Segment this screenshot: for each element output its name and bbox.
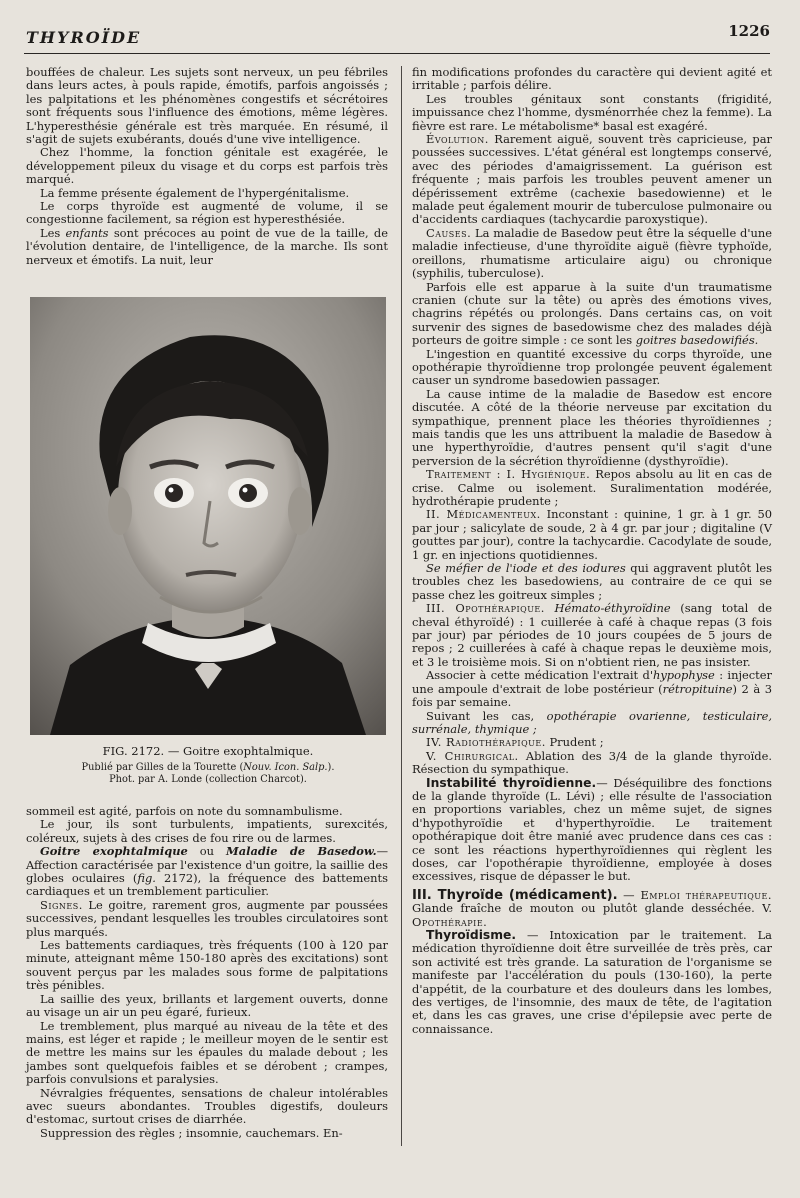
paragraph: Névralgies fréquentes, sensations de chaleur intolérables avec sueurs abondantes. Troubles digestifs, douleurs d'estomac, surtout crises de diarrhée.: [26, 1085, 388, 1127]
instabilite-entry: [412, 777, 772, 884]
italic-text: Hémato-éthyroïdine: [544, 601, 671, 616]
entry-heading: Goitre exophtalmique: [40, 844, 188, 859]
photo-illustration: [30, 297, 386, 735]
italic-text: Se méfier de l'iode et des iodures: [426, 561, 626, 576]
text: — Intoxication par le traitement. La médication thyroïdienne doit être surveillée de très près, car son activité est très grande. La saturation de l'organisme se manifeste par l'accélération du pouls (130-160), la perte d'appétit, de la courbature et des douleurs dans les lombes, des vertiges, de l'insomnie, des maux de tête, de l'agitation et, dans les cas graves, une crise d'épilepsie avec perte de connaissance.: [412, 928, 772, 1036]
section-label: III. Opothérapique.: [426, 601, 545, 616]
paragraph: La cause intime de la maladie de Basedow est encore discutée. A côté de la théorie nerveuse par excitation du sympathique, prennent place les théories thyroïdiennes ; mais tandis que les uns attribuent la maladie de Basedow à une hyperthyroïdie, d'autres pensent qu'il s'agit d'une perversion de la sécrétion thyroïdienne (dysthyroïdie).: [412, 386, 772, 468]
goitre-entry: [26, 845, 388, 899]
italic-text: fig.: [137, 871, 156, 886]
section-label: II. Médicamenteux.: [426, 507, 541, 522]
paragraph: Suppression des règles ; insomnie, cauchemars. En-: [40, 1125, 343, 1140]
page-number: 1226: [728, 22, 770, 40]
left-column-bottom: [26, 805, 388, 1140]
text: Ablation des 3/4 de la glande thyroïde. Résection du sympathique.: [412, 748, 772, 777]
text: Glande fraîche de mouton ou plutôt glande desséchée. V.: [412, 901, 772, 916]
italic-text: hypophyse: [652, 668, 715, 683]
text: qui aggravent plutôt les troubles chez les basedowiens, au contraire de ce qui se passe chez les goitreux simples ;: [412, 561, 772, 602]
credit-text: ).: [327, 762, 335, 773]
credit-photographer: Phot. par A. Londe (collection Charcot).: [109, 774, 307, 785]
section-label: — Emploi thérapeutique.: [617, 887, 772, 902]
thyroide-entry: [412, 889, 772, 929]
paragraph: La saillie des yeux, brillants et largement ouverts, donne au visage un air un peu égaré, furieux.: [26, 991, 388, 1020]
credit-source: Nouv. Icon. Salp.: [243, 762, 328, 773]
paragraph: [412, 508, 772, 562]
text: Le goitre, rarement gros, augmente par poussées successives, pendant lesquelles les troubles circulatoires sont plus marqués.: [26, 897, 388, 939]
italic-text: goitres basedowifiés.: [635, 333, 759, 348]
text: Prudent ;: [545, 735, 604, 750]
paragraph: [26, 227, 388, 267]
figure-title-line: [30, 744, 386, 758]
cross-reference: Opothérapie.: [412, 914, 488, 929]
text: Inconstant : quinine, 1 gr. à 1 gr. 50 par jour ; salicylate de soude, 2 à 4 gr. par jour ; digitaline (V gouttes par jour), contre la tachycardie. Cacodylate de soude, 1 gr. en injections quotidiennes.: [412, 507, 772, 562]
entry-heading: Thyroïdisme.: [426, 928, 517, 942]
text: ou: [187, 844, 227, 859]
header-rule: [24, 53, 770, 54]
paragraph: Le tremblement, plus marqué au niveau de la tête et des mains, est léger et rapide ; le meilleur moyen de le sentir est de mettre les mains sur les épaules du malade debout ; les jambes sont quelquefois faibles et se dérobent ; crampes, parfois convulsions et paralysies.: [26, 1018, 388, 1087]
paragraph: [412, 736, 772, 749]
italic-text: rétropituine: [662, 681, 733, 696]
text: Associer à cette médication l'extrait d': [426, 668, 653, 683]
paragraph: Le corps thyroïde est augmenté de volume, il se congestionne facilement, sa région est hyperesthésiée.: [26, 199, 388, 227]
paragraph: Le jour, ils sont turbulents, impatients, surexcités, coléreux, sujets à des crises de fou rire ou de larmes.: [26, 817, 388, 845]
paragraph: fin modifications profondes du caractère qui devient agité et irritable ; parfois délire.: [412, 65, 772, 93]
entry-heading: Instabilité thyroïdienne.: [426, 775, 597, 790]
paragraph: [412, 710, 772, 737]
text: Suivant les cas,: [426, 708, 547, 723]
paragraph: L'ingestion en quantité excessive du corps thyroïde, une opothérapie thyroïdienne trop prolongée peuvent également causer un syndrome basedowien passager.: [412, 346, 772, 388]
paragraph: Les troubles génitaux sont constants (frigidité, impuissance chez l'homme, dysménorrhée chez la femme). La fièvre est rare. Le métabolisme* basal est exagéré.: [412, 91, 772, 133]
section-label: V. Chirurgical.: [426, 748, 519, 763]
section-label: Signes.: [40, 897, 83, 912]
paragraph: [412, 227, 772, 281]
text: 2172), la fréquence des battements cardiaques et un tremblement particulier.: [26, 871, 388, 899]
text: (sang total de cheval éthyroïdé) : 1 cuillerée à café à chaque repas (3 fois par jour) par périodes de 10 jours coupées de 5 jours de repos ; 2 cuillerées à café à chaque repas le deuxième mois, et 3 le troisième mois. Si on n'obtient rien, ne pas insister.: [412, 601, 772, 669]
paragraph: [412, 468, 772, 508]
entry-heading: Maladie de Basedow.: [226, 844, 377, 859]
text: — Affection caractérisée par l'existence d'un goitre, la saillie des globes oculaires (: [26, 844, 388, 886]
paragraph: sommeil est agité, parfois on note du somnambulisme.: [26, 804, 343, 818]
text: : injecter une ampoule d'extrait de lobe postérieur (: [412, 668, 772, 696]
text: Rarement aiguë, souvent très capricieuse, par poussées successives. L'état général est longtemps conservé, avec des périodes d'amaigrissement. La guérison est fréquente ; mais parfois les troubles peuvent amener un dépérissement extrême (cachexie basedowienne) et le malade peut également mourir de tuberculose pulmonaire ou d'accidents cardiaques (tachycardie paroxystique).: [412, 132, 772, 227]
right-column: [412, 66, 772, 1036]
paragraph: La femme présente également de l'hypergénitalisme.: [40, 185, 350, 200]
paragraph: [26, 899, 388, 939]
paragraph: Chez l'homme, la fonction génitale est exagérée, le développement pileux du visage et du corps est parfois très marqué.: [26, 145, 388, 187]
figure-caption: [30, 744, 386, 786]
portrait-photograph: [30, 297, 386, 735]
paragraph: [412, 669, 772, 709]
section-label: Traitement : I. Hygiénique.: [426, 467, 591, 482]
paragraph: bouffées de chaleur. Les sujets sont nerveux, un peu fébriles dans leurs actes, à pouls rapide, émotifs, parfois angoissés ; les palpitations et les phénomènes congestifs et sécrétoires sont fréquents sous l'influence des émotions, même légères. L'hyperesthésie générale est très marquée. En résumé, il s'agit de sujets exubérants, doués d'une vive intelligence.: [26, 65, 388, 147]
text: — Déséquilibre des fonctions de la glande thyroïde (L. Lévi) ; elle résulte de l'association en proportions variables, chez un même sujet, de signes d'hypothyroïdie et d'hyperthyroïdie. Le traitement opothérapique doit être manié avec prudence dans ces cas : ce sont les réactions hyperthyroïdiennes qui règlent les doses, car l'opothérapie thyroïdienne, employée à doses excessives, risque de dépasser le but.: [412, 775, 773, 884]
paragraph: [412, 133, 772, 227]
text: La maladie de Basedow peut être la séquelle d'une maladie infectieuse, d'une thyroïdite aiguë (fièvre typhoïde, oreillons, rhumatisme articulaire aigu) ou chronique (syphilis, tuberculose).: [412, 225, 772, 281]
section-label: Évolution.: [426, 132, 489, 147]
text: Repos absolu au lit en cas de crise. Calme ou isolement. Suralimentation modérée, hydrothérapie prudente ;: [412, 467, 772, 508]
italic-text: opothérapie ovarienne, testiculaire, surrénale, thymique ;: [412, 708, 772, 736]
section-label: Causes.: [426, 225, 472, 240]
paragraph: [412, 750, 772, 777]
text: sont précoces au point de vue de la taille, de l'évolution dentaire, de l'intelligence, de la marche. Ils sont nerveux et émotifs. La nuit, leur: [26, 225, 389, 267]
figure-title: Goitre exophtalmique.: [183, 744, 314, 758]
paragraph: Les battements cardiaques, très fréquents (100 à 120 par minute, atteignant même 150-180 après des excitations) sont souvent perçus par les malades sous forme de palpitations très pénibles.: [26, 938, 388, 993]
italic-text: enfants: [65, 225, 109, 240]
entry-heading: III. Thyroïde (médicament).: [412, 887, 618, 903]
paragraph: [412, 281, 772, 348]
credit-text: Publié par Gilles de la Tourette (: [81, 762, 244, 773]
text: ) 2 à 3 fois par semaine.: [412, 681, 772, 710]
column-divider: [401, 66, 402, 1146]
running-head: THYROÏDE: [26, 28, 142, 47]
dash: —: [167, 744, 184, 758]
text: Parfois elle est apparue à la suite d'un traumatisme cranien (chute sur la tête) ou après des émotions vives, chagrins répétés ou prolongés. Dans certains cas, on voit survenir des signes de basedowisme chez des malades déjà porteurs de goitre simple : ce sont les: [412, 279, 772, 348]
figure-credit: [30, 762, 386, 786]
paragraph: [412, 602, 772, 669]
section-label: IV. Radiothérapique.: [426, 735, 546, 750]
text: Les: [40, 225, 66, 240]
figure-label: FIG. 2172.: [102, 744, 165, 758]
thyroidisme-entry: [412, 929, 772, 1036]
left-column-top: [26, 66, 388, 267]
paragraph: [412, 562, 772, 602]
